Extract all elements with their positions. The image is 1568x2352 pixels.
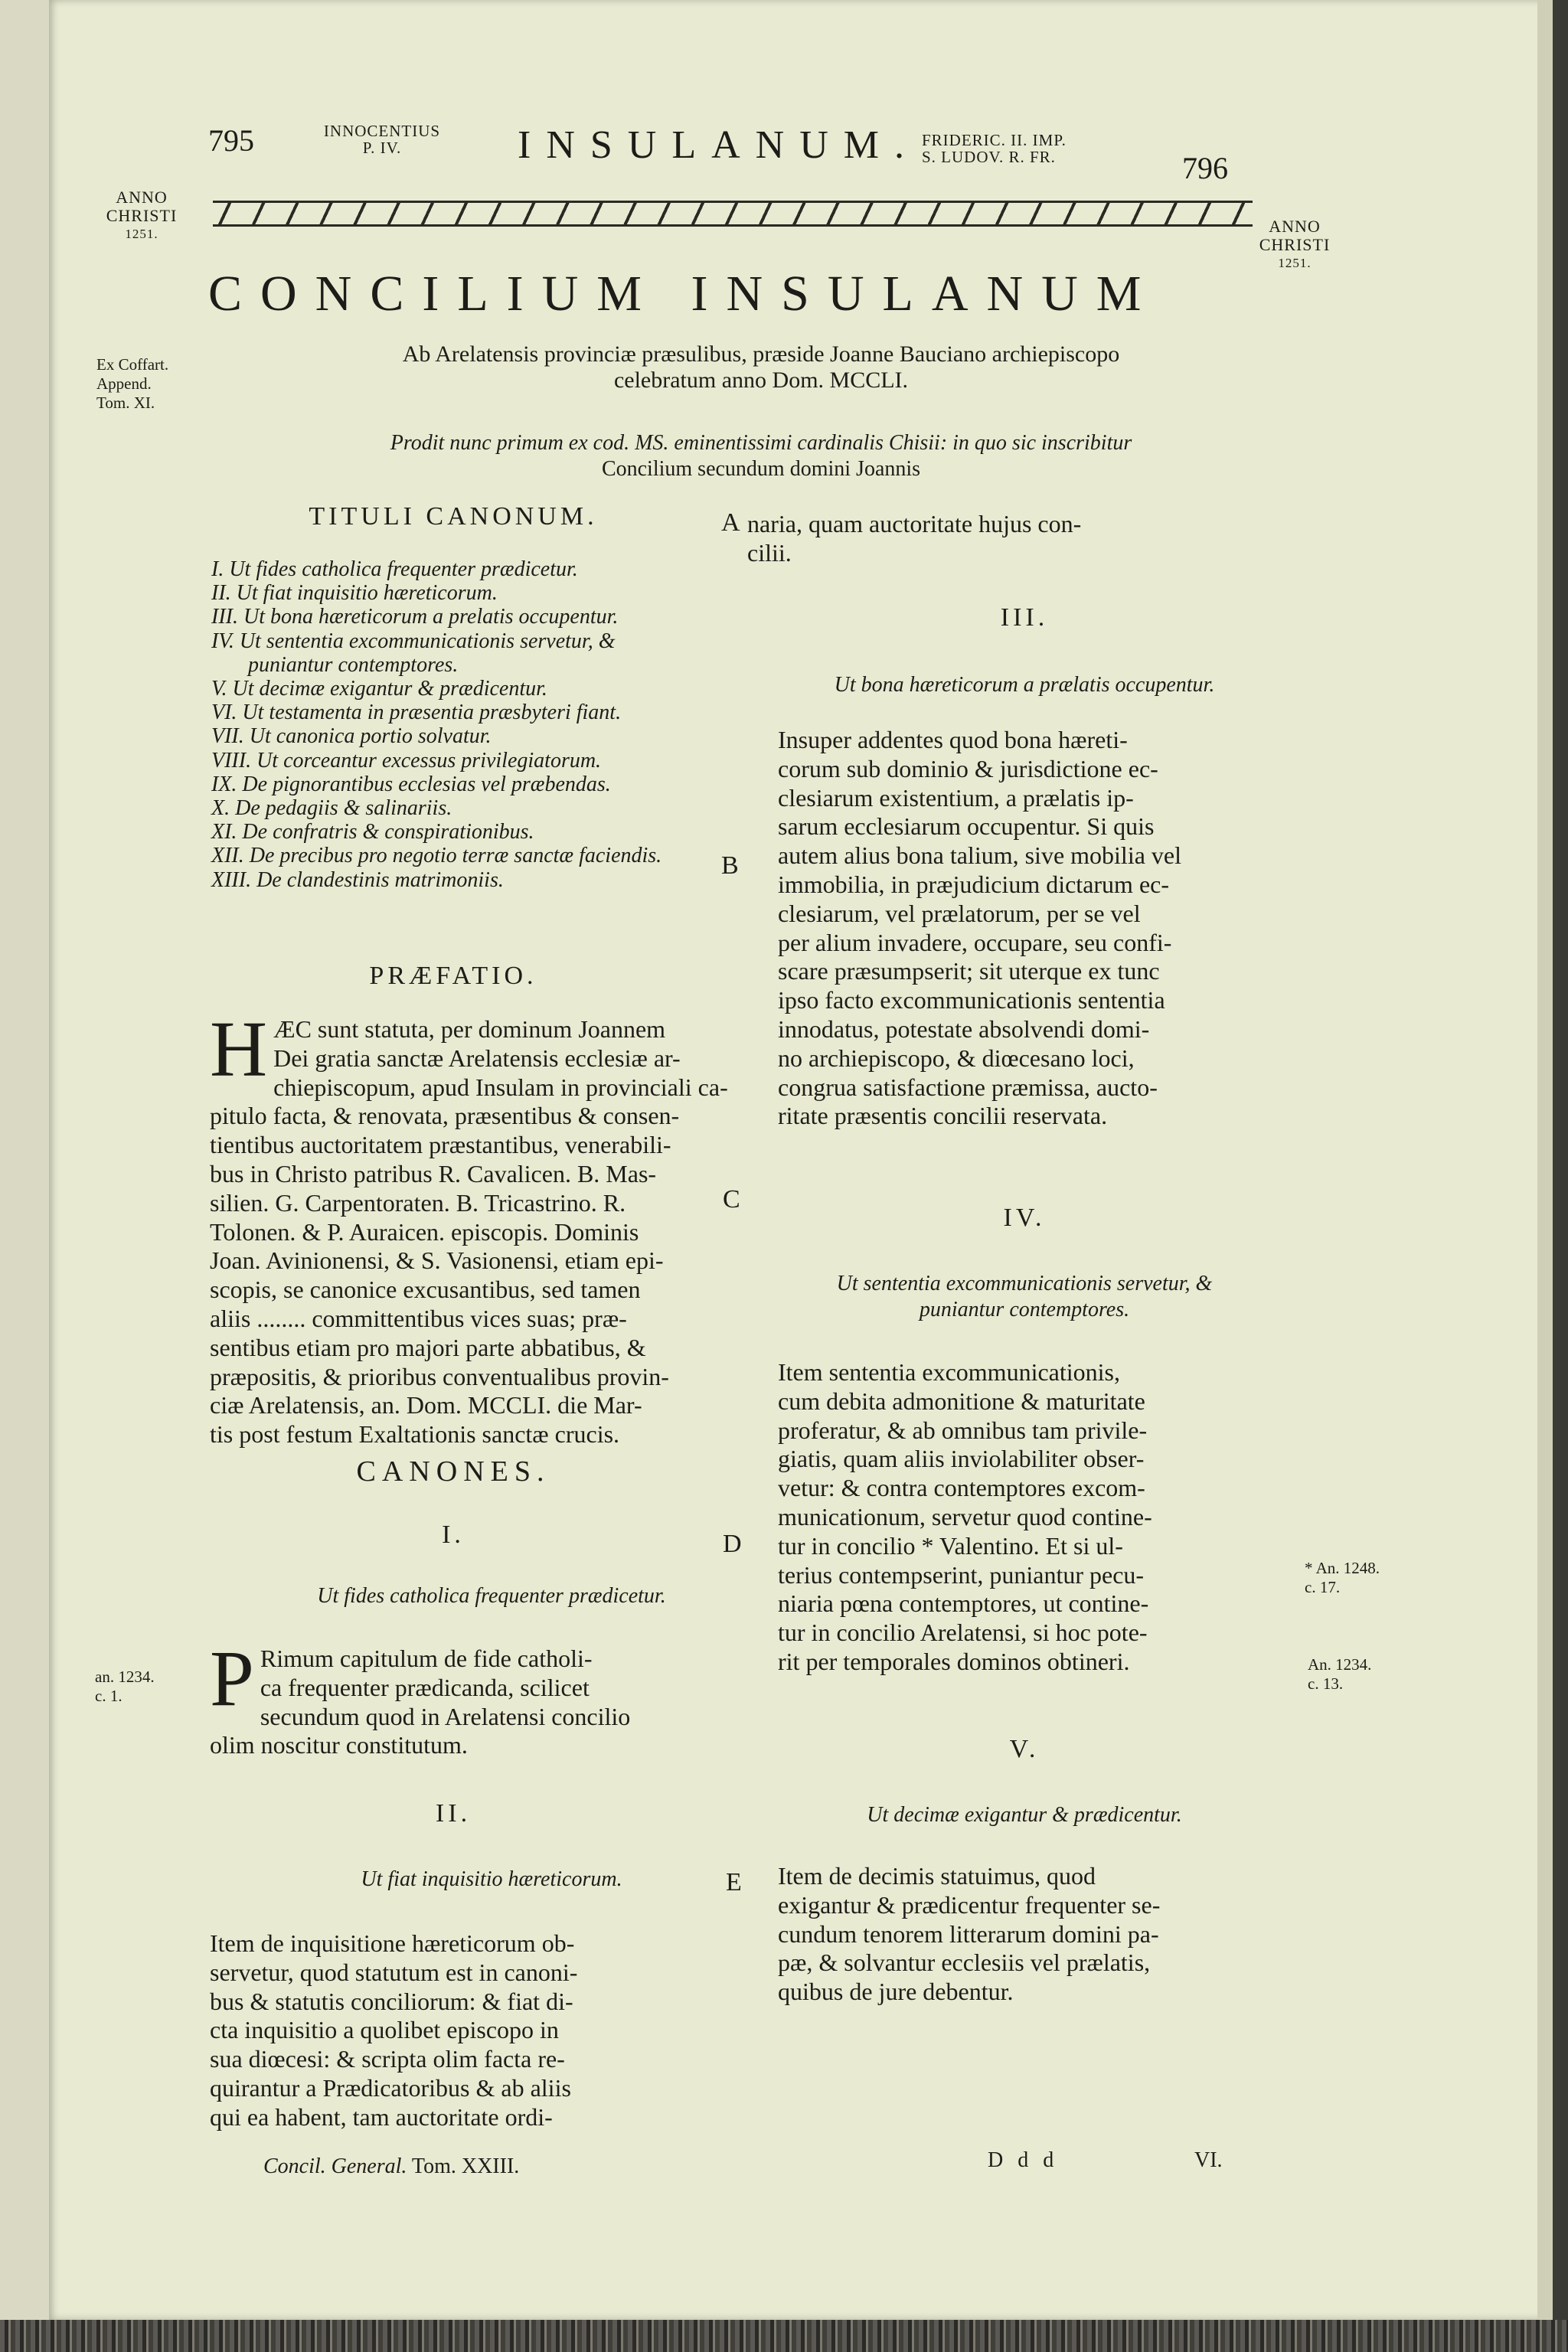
- running-head-left: INNOCENTIUS P. IV.: [323, 122, 441, 157]
- catchword: VI.: [1194, 2148, 1223, 2172]
- list-item: VI. Ut testamenta in præsentia præsbyteri fiant.: [211, 701, 622, 725]
- canon-5-title: Ut decimæ exigantur & prædicentur.: [867, 1803, 1182, 1827]
- source-note: Ex Coffart. Append. Tom. XI.: [96, 355, 169, 412]
- continuation-letter: A: [721, 508, 740, 537]
- margin-note: * An. 1248. c. 17.: [1305, 1559, 1380, 1596]
- footer-volume: Concil. General. Tom. XXIII.: [263, 2154, 520, 2178]
- praefatio-heading: PRÆFATIO.: [369, 962, 537, 990]
- margin-note: an. 1234. c. 1.: [95, 1668, 155, 1705]
- page-number-left: 795: [208, 123, 254, 158]
- canon-4-text: Item sententia excommunicationis, cum debita admonitione & maturitate proferatur, & ab omnibus tam privile- giatis, quam aliis inviolabiliter obser- vetur: & contra contemptores excom- municationum, servetur quod contine- tur in concilio * Valentino. Et si ul- terius contempserint, puniantur pecu- niaria pœna contemptores, ut contine- tur in concilio Arelatensi, si hoc pote- rit per temporales dominos obtineri.: [778, 1358, 1152, 1675]
- main-title: CONCILIUM INSULANUM: [208, 266, 1160, 322]
- drop-cap: H: [210, 1005, 268, 1093]
- drop-cap: P: [210, 1635, 254, 1723]
- facing-page-edge: [0, 0, 49, 2352]
- canon-4-title: Ut sententia excommunicationis servetur, & puniantur contemptores.: [836, 1272, 1213, 1321]
- list-item: X. De pedagiis & salinariis.: [211, 796, 452, 821]
- continuation-text: naria, quam auctoritate hujus con- cilii.: [747, 510, 1082, 567]
- list-item: VII. Ut canonica portio solvatur.: [211, 724, 492, 749]
- anno-christi-left: ANNO CHRISTI 1251.: [106, 188, 178, 241]
- page-edge: [1537, 0, 1553, 2320]
- list-item: IX. De pignorantibus ecclesias vel præbendas.: [211, 772, 611, 796]
- canon-1-title: Ut fides catholica frequenter prædicetur.: [317, 1584, 666, 1608]
- anno-christi-right: ANNO CHRISTI 1251.: [1259, 217, 1331, 270]
- canon-2-number: II.: [435, 1799, 472, 1828]
- running-head-title: INSULANUM.: [518, 123, 920, 167]
- fabric-fringe: [0, 2320, 1568, 2352]
- canon-5-text: Item de decimis statuimus, quod exigantur & prædicentur frequenter se- cundum tenorem litterarum domini pa- pæ, & solvantur ecclesiis vel prælatis, quibus de jure debentur.: [778, 1862, 1161, 2006]
- tituli-heading: TITULI CANONUM.: [309, 502, 598, 531]
- canon-5-number: V.: [1009, 1735, 1040, 1763]
- margin-letter: B: [721, 851, 739, 880]
- margin-letter: D: [723, 1530, 742, 1558]
- canon-4-number: IV.: [1003, 1204, 1046, 1232]
- list-item: VIII. Ut corceantur excessus privilegiatorum.: [211, 748, 602, 773]
- tituli-list: [211, 557, 793, 892]
- margin-note: An. 1234. c. 13.: [1308, 1655, 1372, 1693]
- praefatio-text: H ÆC sunt statuta, per dominum Joannem Dei gratia sanctæ Arelatensis ecclesiæ ar- chiepiscopum, apud Insulam in provinciali ca- pitulo facta, & renovata, præsentibus & consen- tientibus auctoritatem præstantibus, venerabili- bus in Christo patribus R. Cavalicen. B. Mas- silien. G. Carpentoraten. B. Tricastrino. R. Tolonen. & P. Auraicen. episcopis. Dominis Joan. Avinionensi, & S. Vasionensi, etiam epi- scopis, se canonice excusantibus, sed tamen aliis ........ committentibus vices suas; præ- sentibus etiam pro majori parte abbatibus, & præpositis, & prioribus conventualibus provin- ciæ Arelatensis, an. Dom. MCCLI. die Mar- tis post festum Exaltationis sanctæ crucis.: [210, 1005, 728, 1449]
- subtitle: Ab Arelatensis provinciæ præsulibus, præside Joanne Bauciano archiepiscopo celebratum anno Dom. MCCLI.: [402, 341, 1120, 393]
- canon-3-number: III.: [1000, 603, 1049, 632]
- ornamental-rule: [213, 201, 1253, 227]
- list-item: V. Ut decimæ exigantur & prædicentur.: [211, 677, 547, 701]
- canon-3-text: Insuper addentes quod bona hæreti- corum sub dominio & jurisdictione ec- clesiarum existentium, a prælatis ip- sarum ecclesiarum occupentur. Si quis autem alius bona talium, sive mobilia vel immobilia, in præjudicium dictarum ec- clesiarum, vel prælatorum, per se vel per alium invadere, occupare, seu confi- scare præsumpserit; sit uterque ex tunc ipso facto excommunicationis sententia innodatus, potestate absolvendi domi- no archiepiscopo, & diœcesano loci, congrua satisfactione præmissa, aucto- ritate præsentis concilii reservata.: [778, 726, 1181, 1130]
- list-item: IV. Ut sententia excommunicationis servetur, &: [211, 629, 616, 653]
- page-number-right: 796: [1182, 151, 1228, 185]
- canon-3-title: Ut bona hæreticorum a prælatis occupentur.: [834, 673, 1215, 697]
- list-item: XII. De precibus pro negotio terræ sanctæ faciendis.: [211, 844, 662, 868]
- signature-mark: D d d: [988, 2148, 1059, 2172]
- list-item: puniantur contemptores.: [248, 652, 459, 677]
- list-item: XIII. De clandestinis matrimoniis.: [211, 867, 504, 892]
- canon-1-number: I.: [442, 1521, 465, 1549]
- canones-heading: CANONES.: [356, 1455, 550, 1488]
- running-head-right: FRIDERIC. II. IMP. S. LUDOV. R. FR.: [922, 131, 1067, 166]
- prodit-note: Prodit nunc primum ex cod. MS. eminentissimi cardinalis Chisii: in quo sic inscribitur Concilium secundum domini Joannis: [390, 431, 1132, 481]
- list-item: I. Ut fides catholica frequenter prædicetur.: [211, 557, 578, 581]
- list-item: II. Ut fiat inquisitio hæreticorum.: [211, 581, 498, 606]
- book-page: [49, 0, 1553, 2320]
- canon-2-text: Item de inquisitione hæreticorum ob- servetur, quod statutum est in canoni- bus & statutis conciliorum: & fiat di- cta inquisitio a quolibet episcopo in sua diœcesi: & scripta olim facta re- quirantur a Prædicatoribus & ab aliis qui ea habent, tam auctoritate ordi-: [210, 1929, 578, 2131]
- list-item: XI. De confratris & conspirationibus.: [211, 820, 534, 844]
- margin-letter: E: [726, 1868, 742, 1896]
- margin-letter: C: [723, 1185, 740, 1214]
- list-item: III. Ut bona hæreticorum a prelatis occupentur.: [211, 605, 619, 629]
- canon-2-title: Ut fiat inquisitio hæreticorum.: [361, 1867, 622, 1891]
- canon-1-text: P Rimum capitulum de fide catholi- ca frequenter prædicanda, scilicet secundum quod in Arelatensi concilio olim noscitur constitutum.: [210, 1635, 631, 1759]
